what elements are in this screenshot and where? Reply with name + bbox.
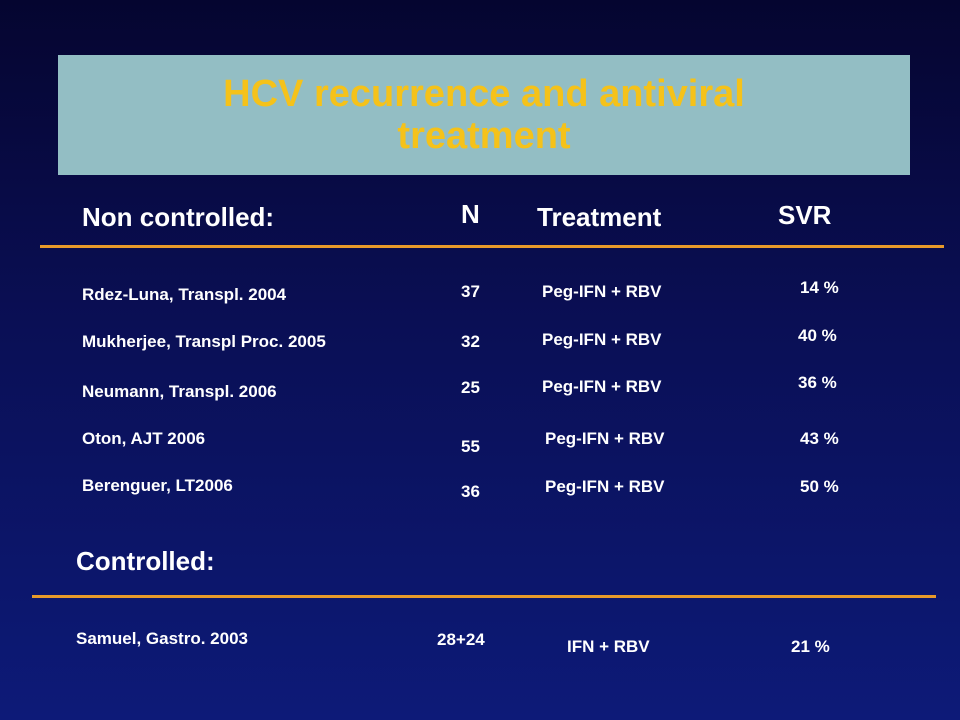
column-header-treatment: Treatment: [537, 202, 662, 232]
slide-title-line-2: treatment: [397, 115, 571, 157]
non-controlled-heading: Non controlled:: [82, 202, 275, 232]
study-svr: 50 %: [800, 477, 839, 496]
study-n: 32: [461, 332, 480, 351]
controlled-divider: [32, 595, 936, 598]
title-box: [58, 55, 910, 175]
study-name: Rdez-Luna, Transpl. 2004: [82, 285, 287, 304]
study-treatment: Peg-IFN + RBV: [542, 377, 662, 396]
study-svr: 14 %: [800, 278, 839, 297]
column-header-n: N: [461, 199, 480, 229]
study-treatment: Peg-IFN + RBV: [542, 282, 662, 301]
study-svr: 36 %: [798, 373, 837, 392]
study-svr: 40 %: [798, 326, 837, 345]
study-name: Berenguer, LT2006: [82, 476, 233, 495]
study-name: Oton, AJT 2006: [82, 429, 206, 448]
study-name: Samuel, Gastro. 2003: [76, 629, 248, 648]
study-name: Mukherjee, Transpl Proc. 2005: [82, 332, 326, 351]
study-treatment: Peg-IFN + RBV: [545, 429, 665, 448]
study-n: 25: [461, 378, 480, 397]
controlled-heading: Controlled:: [76, 546, 215, 576]
study-svr: 21 %: [791, 637, 830, 656]
study-n: 37: [461, 282, 480, 301]
slide-title-line-1: HCV recurrence and antiviral: [223, 73, 745, 115]
study-treatment: IFN + RBV: [567, 637, 650, 656]
study-n: 36: [461, 482, 480, 501]
study-n: 28+24: [437, 630, 485, 649]
header-divider: [40, 245, 944, 248]
study-n: 55: [461, 437, 480, 456]
column-header-svr: SVR: [778, 200, 832, 230]
study-name: Neumann, Transpl. 2006: [82, 382, 277, 401]
study-treatment: Peg-IFN + RBV: [545, 477, 665, 496]
study-treatment: Peg-IFN + RBV: [542, 330, 662, 349]
study-svr: 43 %: [800, 429, 839, 448]
